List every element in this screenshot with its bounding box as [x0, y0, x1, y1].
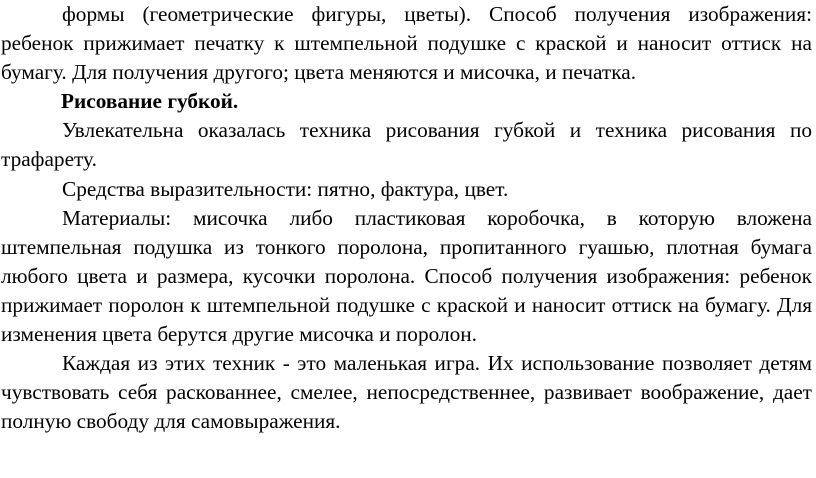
- paragraph-materials: Материалы: мисочка либо пластиковая коробочка, в которую вложена штемпельная подушка из тонкого поролона, пропитанного гуашью, плотная бумага любого цвета и размера, кусочки поролона. Способ получения изображения: ребенок прижимает поролон к штемпельной подушке с краской и наносит оттиск на бумагу. Для изменения цвета берутся другие мисочка и поролон.: [1, 205, 812, 347]
- paragraph-sponge-intro: Увлекательна оказалась техника рисования губкой и техника рисования по трафарету.: [1, 118, 812, 172]
- section-heading-sponge-drawing: Рисование губкой.: [61, 89, 239, 114]
- paragraph-stamp-method: формы (геометрические фигуры, цветы). Способ получения изображения: ребенок прижимает печатку к штемпельной подушке с краской и наносит оттиск на бумагу. Для получения другого; цвета меняются и мисочка, и печатка.: [1, 2, 812, 85]
- paragraph-conclusion: Каждая из этих техник - это маленькая игра. Их использование позволяет детям чувствовать себя раскованнее, смелее, непосредственнее, развивает воображение, дает полную свободу для самовыражения.: [1, 351, 812, 434]
- paragraph-means-of-expression: Средства выразительности: пятно, фактура, цвет.: [62, 176, 509, 201]
